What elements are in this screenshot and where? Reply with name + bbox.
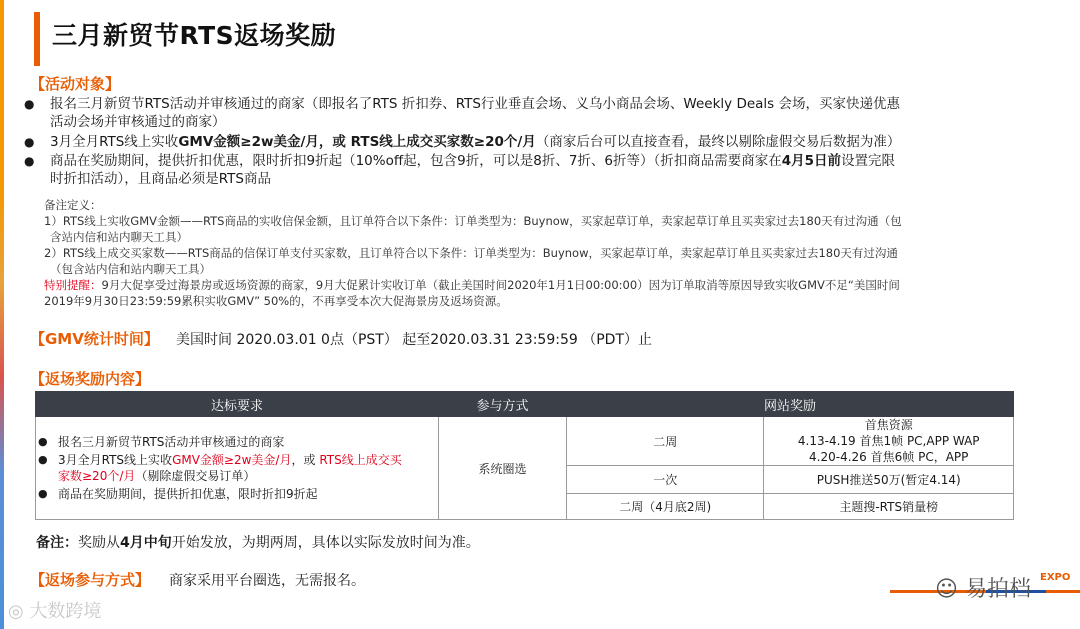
bullet-dot-icon: ● <box>24 154 35 168</box>
page-title: 三月新贸节RTS返场奖励 <box>52 21 337 50</box>
notes-title: 备注定义： <box>44 198 102 212</box>
reward-cell: 主题搜-RTS销量榜 <box>764 494 1014 520</box>
requirement-item: ● 报名三月新贸节RTS活动并审核通过的商家 <box>38 435 285 449</box>
wechat-icon: ☺ <box>935 577 958 602</box>
table-header-row <box>36 392 1014 417</box>
requirement-item: ● 商品在奖励期间，提供折扣优惠，限时折扣9折起 <box>38 487 318 501</box>
expo-label: EXPO <box>1040 572 1071 583</box>
table-row <box>36 417 1014 466</box>
bullet-dot-icon: ● <box>38 453 48 466</box>
reward-cell: 首焦资源 4.13-4.19 首焦1帧 PC,APP WAP 4.20-4.26 首焦6帧 PC，APP <box>764 417 1014 466</box>
gmv-period-text: 美国时间 2020.03.01 0点（PST） 起至2020.03.31 23:59:59 （PDT）止 <box>176 332 653 348</box>
gmv-heading: 【GMV统计时间】 <box>30 330 159 348</box>
notes-line: 2019年9月30日23:59:59累积实收GMV” 50%的，不再享受本次大促海景房及返场资源。 <box>44 294 508 308</box>
join-heading: 【返场参与方式】 <box>30 571 151 589</box>
title-accent-bar <box>34 12 40 66</box>
requirement-item: ● 3月全月RTS线上实收GMV金额≥2w美金/月，或 RTS线上成交买 家数≥20个/月（剔除虚假交易订单） <box>38 453 402 483</box>
bullet-dot-icon: ● <box>24 135 35 149</box>
notes-line: 1）RTS线上实收GMV金额——RTS商品的实收信保金额，且订单符合以下条件：订单类型为：Buynow，买家起草订单，卖家起草订单且买卖家过去180天有过沟通（包 <box>44 214 902 228</box>
bullet-dot-icon: ● <box>38 487 48 500</box>
notes-line: （包含站内信和站内聊天工具） <box>50 262 211 276</box>
period-cell: 一次 <box>567 466 764 494</box>
notes-warning: 特别提醒：9月大促享受过海景房或返场资源的商家，9月大促累计实收订单（截止美国时间2020年1月1日00:00:00）因为订单取消等原因导致实收GMV不足“美国时间 <box>44 278 900 292</box>
remark-text: 备注：奖励从4月中旬开始发放，为期两周，具体以实际发放时间为准。 <box>36 535 480 551</box>
notes-line: 含站内信和站内聊天工具） <box>50 230 188 244</box>
bullet-dot-icon: ● <box>24 97 35 111</box>
notes-block <box>44 197 902 309</box>
join-text: 商家采用平台圈选，无需报名。 <box>169 573 365 589</box>
reward-heading: 【返场奖励内容】 <box>30 370 151 388</box>
reward-cell: PUSH推送50万(暂定4.14) <box>764 466 1014 494</box>
watermark-logo: ◎ 大数跨境 <box>8 601 102 622</box>
section-target-heading: 【活动对象】 <box>30 75 121 93</box>
notes-line: 2）RTS线上成交买家数——RTS商品的信保订单支付买家数，且订单符合以下条件：订单类型为：Buynow，买家起草订单，卖家起草订单且买卖家过去180天有过沟通 <box>44 246 898 260</box>
header-method: 参与方式 <box>439 392 567 417</box>
requirement-cell <box>36 417 439 520</box>
period-cell: 二周 <box>567 417 764 466</box>
period-cell: 二周（4月底2周) <box>567 494 764 520</box>
header-requirement: 达标要求 <box>36 392 439 417</box>
left-color-strip <box>0 0 4 629</box>
reward-table <box>35 391 1014 520</box>
bullet-dot-icon: ● <box>38 435 48 448</box>
header-reward: 网站奖励 <box>567 392 1014 417</box>
wechat-brand: ☺ 易拍档 <box>935 577 1031 602</box>
method-cell: 系统圈选 <box>439 417 567 520</box>
brand-area <box>890 566 1080 606</box>
warning-label: 特别提醒： <box>44 278 102 292</box>
